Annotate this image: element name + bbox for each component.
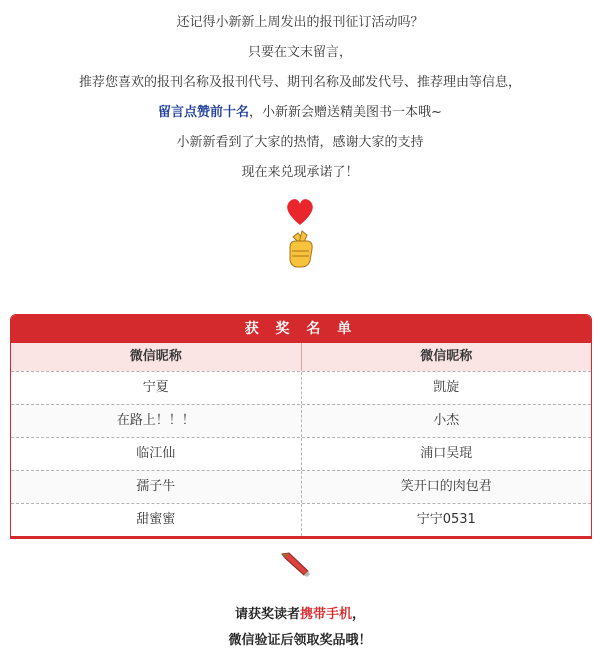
footer-line-1-pre: 请获奖读者: [234, 607, 300, 622]
winners-table: [10, 314, 592, 539]
table-row: [11, 404, 591, 437]
table-row: [11, 371, 591, 404]
footer-line-1: [0, 602, 600, 628]
footer-highlight: 携带手机: [299, 607, 352, 622]
intro-line-2: 只要在文末留言，: [247, 45, 352, 60]
finger-heart-icon: [282, 195, 318, 271]
intro-line-5: 小新新看到了大家的热情，感谢大家的支持: [176, 135, 424, 150]
header-cell: 微信昵称: [420, 349, 473, 364]
table-cell: 临江仙: [11, 438, 302, 470]
table-row: [11, 503, 591, 536]
table-cell: 在路上！！！: [11, 405, 302, 437]
table-cell: 小杰: [433, 413, 460, 428]
table-header-row: [11, 343, 591, 371]
winners-title: 获 奖 名 单: [11, 315, 591, 343]
intro-line-4-rest: ，小新新会赠送精美图书一本哦~: [249, 105, 442, 120]
table-cell: 甜蜜蜜: [11, 504, 302, 536]
table-cell: 宁夏: [11, 372, 302, 404]
table-row: [11, 470, 591, 503]
intro-line-1: 还记得小新新上周发出的报刊征订活动吗？: [176, 15, 424, 30]
table-cell: 凯旋: [433, 380, 460, 395]
footer-line-2: 微信验证后领取奖品哦！: [228, 633, 372, 648]
table-cell: 浦口吴琨: [420, 446, 473, 461]
table-cell: 孺子牛: [11, 471, 302, 503]
footer-text: [0, 602, 600, 654]
intro-highlight: 留言点赞前十名: [158, 105, 250, 120]
intro-text: [0, 8, 600, 188]
intro-line-4: [0, 98, 600, 128]
table-row: [11, 437, 591, 470]
table-cell: 笑开口的肉包君: [400, 479, 492, 494]
pen-icon: [277, 549, 313, 579]
header-cell: 微信昵称: [11, 343, 302, 371]
intro-line-6: 现在来兑现承诺了！: [241, 165, 359, 180]
intro-line-3: 推荐您喜欢的报刊名称及报刊代号、期刊名称及邮发代号、推荐理由等信息，: [78, 75, 521, 90]
footer-line-1-post: ，: [352, 607, 366, 622]
table-cell: 宁宁0531: [416, 512, 476, 527]
